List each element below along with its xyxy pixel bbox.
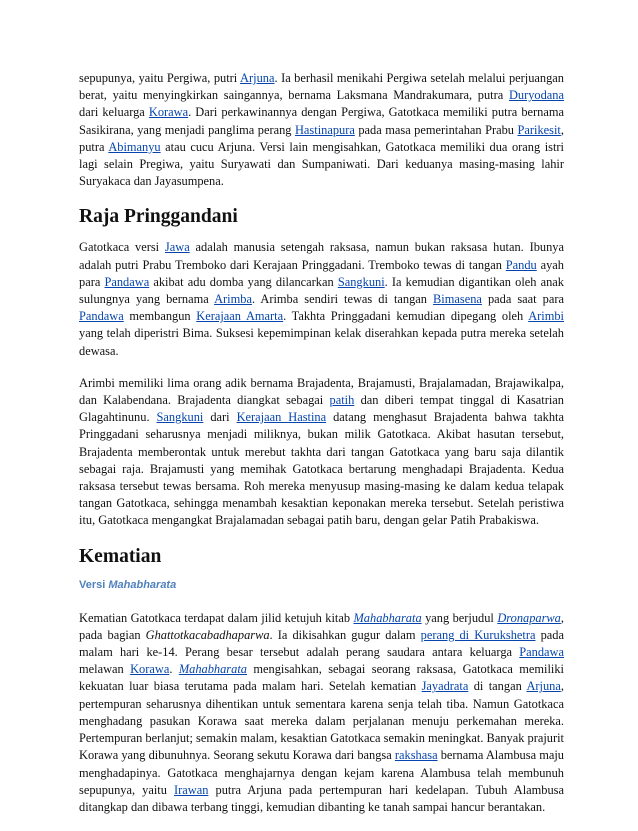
text: pada saat para	[481, 292, 564, 307]
link-korawa[interactable]: Korawa	[148, 105, 189, 120]
paragraph-kematian	[79, 610, 564, 816]
text: akibat adu domba yang dilancarkan	[149, 274, 338, 289]
text: Kematian Gatotkaca terdapat dalam jilid ketujuh kitab	[79, 610, 354, 625]
link-arimba[interactable]: Arimba	[214, 292, 252, 307]
text: dari	[203, 410, 237, 425]
link-mahabharata[interactable]: Mahabharata	[178, 662, 247, 677]
text: adalah manusia setengah raksasa, namun bukan raksasa hutan. Ibunya adalah putri Prabu Tremboko dari Kerajaan Pringgadani. Tremboko tewas di tangan	[79, 240, 564, 272]
link-sangkuni[interactable]: Sangkuni	[337, 274, 385, 289]
link-pandawa[interactable]: Pandawa	[519, 645, 564, 660]
text: yang telah diperistri Bima. Suksesi kepemimpinan kelak diserahkan kepada putra mereka setelah dewasa.	[79, 326, 564, 358]
text: , pertempuran seharusnya dihentikan untuk sementara karena senja telah tiba. Namun Gatotkaca menghadang pasukan Korawa saat mereka dalam perjalanan menuju perkemahan mereka. Pertempuran berlanjut; semakin malam, kesaktian Gatotkaca semakin meningkat. Banyak prajurit Korawa yang dibunuhnya. Seorang sekutu Korawa dari bangsa	[79, 679, 564, 763]
link-hastinapura[interactable]: Hastinapura	[294, 122, 355, 137]
link-kerajaan-amarta[interactable]: Kerajaan Amarta	[196, 309, 284, 324]
heading-raja-pringgandani: Raja Pringgandani	[79, 206, 238, 228]
link-kerajaan-hastina[interactable]: Kerajaan Hastina	[236, 410, 327, 425]
link-parikesit[interactable]: Parikesit	[517, 122, 561, 137]
text: yang berjudul	[421, 610, 498, 625]
text: . Takhta Pringgadani kemudian dipegang oleh	[283, 309, 529, 324]
link-abimanyu[interactable]: Abimanyu	[108, 139, 161, 154]
link-bimasena[interactable]: Bimasena	[433, 292, 482, 307]
link-irawan[interactable]: Irawan	[174, 782, 209, 797]
text: di tangan	[468, 679, 527, 694]
text: Arimbi memiliki lima orang adik bernama Brajadenta, Brajamusti, Brajalamadan, Brajawikalpa, dan Kalabendana. Brajadenta diangkat sebagai	[79, 375, 564, 408]
text: . Ia berhasil menikahi Pergiwa setelah melalui perjuangan berat, yaitu menyingkirkan saingannya, bernama Laksmana Mandrakumara, putra	[79, 71, 564, 103]
text: . Ia kemudian digantikan oleh anak sulungnya yang bernama	[79, 274, 564, 307]
text: Gatotkaca versi	[79, 240, 165, 255]
text: Versi	[79, 578, 109, 591]
paragraph-gatotkaca-jawa	[79, 239, 564, 359]
text: .	[169, 662, 179, 677]
text: datang menghasut Brajadenta bahwa takhta Pringgadani seharusnya menjadi miliknya, bukan milik Gatotkaca. Akibat hasutan tersebut, Brajadenta memberontak untuk merebut takhta dari tangan Gatotkaca yang baru saja dilantik sebagai raja. Brajamusti yang memihak Gatotkaca bertarung menghadapi Brajadenta. Kedua raksasa tersebut tewas bersama. Roh mereka menyusup masing-masing ke dalam kedua telapak tangan Gatotkaca, sehingga menambah kesaktian keponakan mereka tersebut. Setelah peristiwa itu, Gatotkaca mengangkat Brajalamadan sebagai patih baru, dengan gelar Patih Prabakiswa.	[79, 410, 564, 528]
text: , pada bagian	[79, 610, 564, 642]
link-mahabharata[interactable]: Mahabharata	[353, 610, 422, 625]
text: atau cucu Arjuna. Versi lain mengisahkan, Gatotkaca memiliki dua orang istri lagi selain Pregiwa, yaitu Suryawati dan Sumpaniwati. Dari keduanya masing-masing lahir Suryakaca dan Jayasumpena.	[79, 139, 564, 189]
text: membangun	[123, 309, 197, 324]
text: pada masa pemerintahan Prabu	[354, 122, 518, 137]
link-korawa[interactable]: Korawa	[130, 662, 170, 677]
paragraph-pergiwa	[79, 70, 564, 190]
link-rakshasa[interactable]: rakshasa	[394, 748, 438, 763]
text: melawan	[79, 662, 131, 677]
link-pandawa[interactable]: Pandawa	[104, 274, 150, 289]
text: bernama Alambusa maju menghadapinya. Gatotkaca menghajarnya dengan kejam karena Alambusa telah membunuh sepupunya, yaitu	[79, 748, 564, 797]
heading-kematian: Kematian	[79, 545, 162, 567]
text: mengisahkan, sebagai seorang raksasa, Gatotkaca memiliki kekuatan luar biasa terutama pada malam hari. Setelah kematian	[79, 662, 564, 694]
link-pandu[interactable]: Pandu	[505, 257, 537, 272]
link-perang-kurukshetra[interactable]: perang di Kurukshetra	[420, 627, 536, 642]
link-duryodana[interactable]: Duryodana	[508, 88, 564, 103]
paragraph-brajadenta	[79, 375, 564, 530]
text: dari keluarga	[79, 105, 149, 120]
link-jawa[interactable]: Jawa	[164, 240, 190, 255]
text: pada malam hari ke-14. Perang besar tersebut adalah perang saudara antara keluarga	[79, 627, 564, 660]
text-italic: Ghattotkacabadhaparwa	[145, 627, 270, 642]
text: ayah para	[79, 257, 564, 289]
text-italic: Mahabharata	[108, 578, 177, 591]
text: putra Arjuna pada pertempuran hari kedelapan. Tubuh Alambusa ditangkap dan dibawa terbang tinggi, kemudian dibanting ke tanah sampai hancur berantakan.	[79, 782, 565, 814]
link-patih[interactable]: patih	[329, 393, 355, 408]
link-arimbi[interactable]: Arimbi	[528, 309, 564, 324]
text: . Ia dikisahkan gugur dalam	[269, 627, 421, 642]
text: dan diberi tempat tinggal di Kasatrian Glagahtinunu.	[79, 393, 564, 425]
link-arjuna[interactable]: Arjuna	[526, 679, 561, 694]
text: . Dari perkawinannya dengan Pergiwa, Gatotkaca memiliki putra bernama Sasikirana, yang menjadi panglima perang	[79, 105, 564, 137]
subheading-versi-mahabharata	[79, 579, 564, 591]
link-arjuna[interactable]: Arjuna	[240, 71, 275, 85]
link-jayadrata[interactable]: Jayadrata	[421, 679, 469, 694]
link-pandawa[interactable]: Pandawa	[79, 309, 124, 324]
text: sepupunya, yaitu Pergiwa, putri	[79, 71, 241, 85]
link-sangkuni[interactable]: Sangkuni	[156, 410, 204, 425]
link-dronaparwa[interactable]: Dronaparwa	[497, 610, 561, 625]
text: . Arimba sendiri tewas di tangan	[251, 292, 434, 307]
document-page	[79, 70, 564, 831]
text: , putra	[79, 122, 564, 154]
